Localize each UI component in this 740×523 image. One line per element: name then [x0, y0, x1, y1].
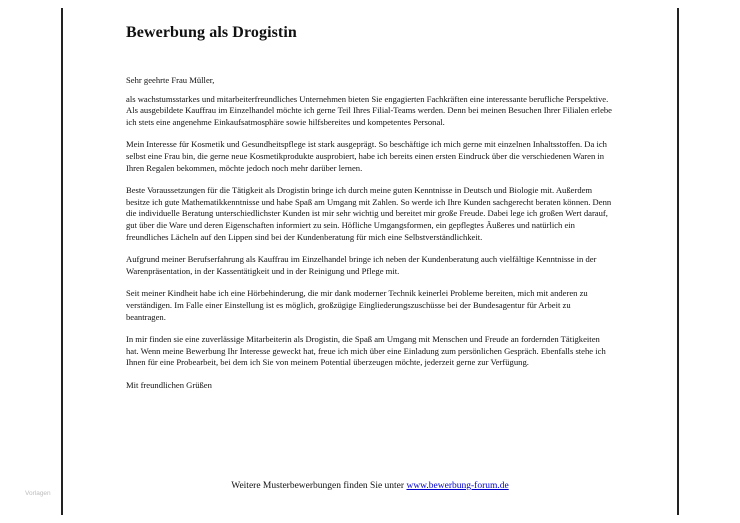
- letter-paragraph: Seit meiner Kindheit habe ich eine Hörbehinderung, die mir dank moderner Technik keinerlei Probleme bereiten, mich mit anderen zu verständigen. Im Falle einer Einstellung ist es möglich, großzügige Eingliederungszuschüsse bei der Bundesagentur für Arbeit zu beantragen.: [126, 288, 588, 322]
- page-border-right: [677, 8, 679, 515]
- page-border-left: [61, 8, 63, 515]
- footer: [0, 481, 740, 491]
- letter-paragraph: Aufgrund meiner Berufserfahrung als Kauffrau im Einzelhandel bringe ich neben der Kundenberatung auch vielfältige Kenntnisse in der Warenpräsentation, in der Kassentätigkeit und in der Reinigung und Pflege mit.: [126, 254, 597, 276]
- letter-closing: Mit freundlichen Grüßen: [126, 379, 212, 390]
- footer-link[interactable]: www.bewerbung-forum.de: [406, 481, 509, 491]
- footer-text: Weitere Musterbewerbungen finden Sie unter: [231, 481, 407, 491]
- letter-paragraph: Mein Interesse für Kosmetik und Gesundheitspflege ist stark ausgeprägt. So beschäftige ich mich gerne mit einzelnen Inhaltsstoffen. Da ich selbst eine Frau bin, die gerne neue Kosmetikprodukte ausprobiert, habe ich bereits einen ersten Eindruck über die verschiedenen Waren in Ihren Regalen bekommen, möchte jedoch noch mehr darüber lernen.: [126, 139, 607, 173]
- letter-paragraph: Beste Voraussetzungen für die Tätigkeit als Drogistin bringe ich durch meine guten Kenntnisse in Deutsch und Biologie mit. Außerdem besitze ich gute Mathematikkenntnisse und habe Spaß am Umgang mit Zahlen. So werde ich Ihre Kunden sachgerecht beraten können. Denn die individuelle Beratung unterschiedlichster Kunden ist mir sehr wichtig und bereitet mir große Freude. Dabei lege ich großen Wert darauf, gut über die Ware und deren Eigenschaften informiert zu sein. Höfliche Umgangsformen, ein gepflegtes Äußeres und natürlich ein freundliches Lächeln auf den Lippen sind bei der Kundenberatung für mich eine Selbstverständlichkeit.: [126, 185, 612, 242]
- letter-title: Bewerbung als Drogistin: [126, 24, 297, 41]
- letter-document: [126, 24, 612, 391]
- watermark: Vorlagen: [25, 490, 51, 497]
- letter-salutation: Sehr geehrte Frau Müller,: [126, 75, 215, 85]
- letter-paragraph: In mir finden sie eine zuverlässige Mitarbeiterin als Drogistin, die Spaß am Umgang mit Menschen und Freude an fordernden Tätigkeiten hat. Wenn meine Bewerbung Ihr Interesse geweckt hat, freue ich mich über eine Einladung zum persönlichen Gespräch. Ebenfalls stehe ich Ihnen für eine Probearbeit, bei dem ich Sie von meinem Potential überzeugen möchte, jederzeit gerne zur Verfügung.: [126, 334, 606, 368]
- letter-paragraph: als wachstumsstarkes und mitarbeiterfreundliches Unternehmen bieten Sie engagierten Fachkräften eine interessante berufliche Perspektive. Als ausgebildete Kauffrau im Einzelhandel möchte ich gerne Teil Ihres Filial-Teams werden. Denn bei meinen Besuchen Ihrer Filialen erlebe ich stets eine angenehme Einkaufsatmosphäre sowie hilfsbereites und kompetentes Personal.: [126, 93, 612, 127]
